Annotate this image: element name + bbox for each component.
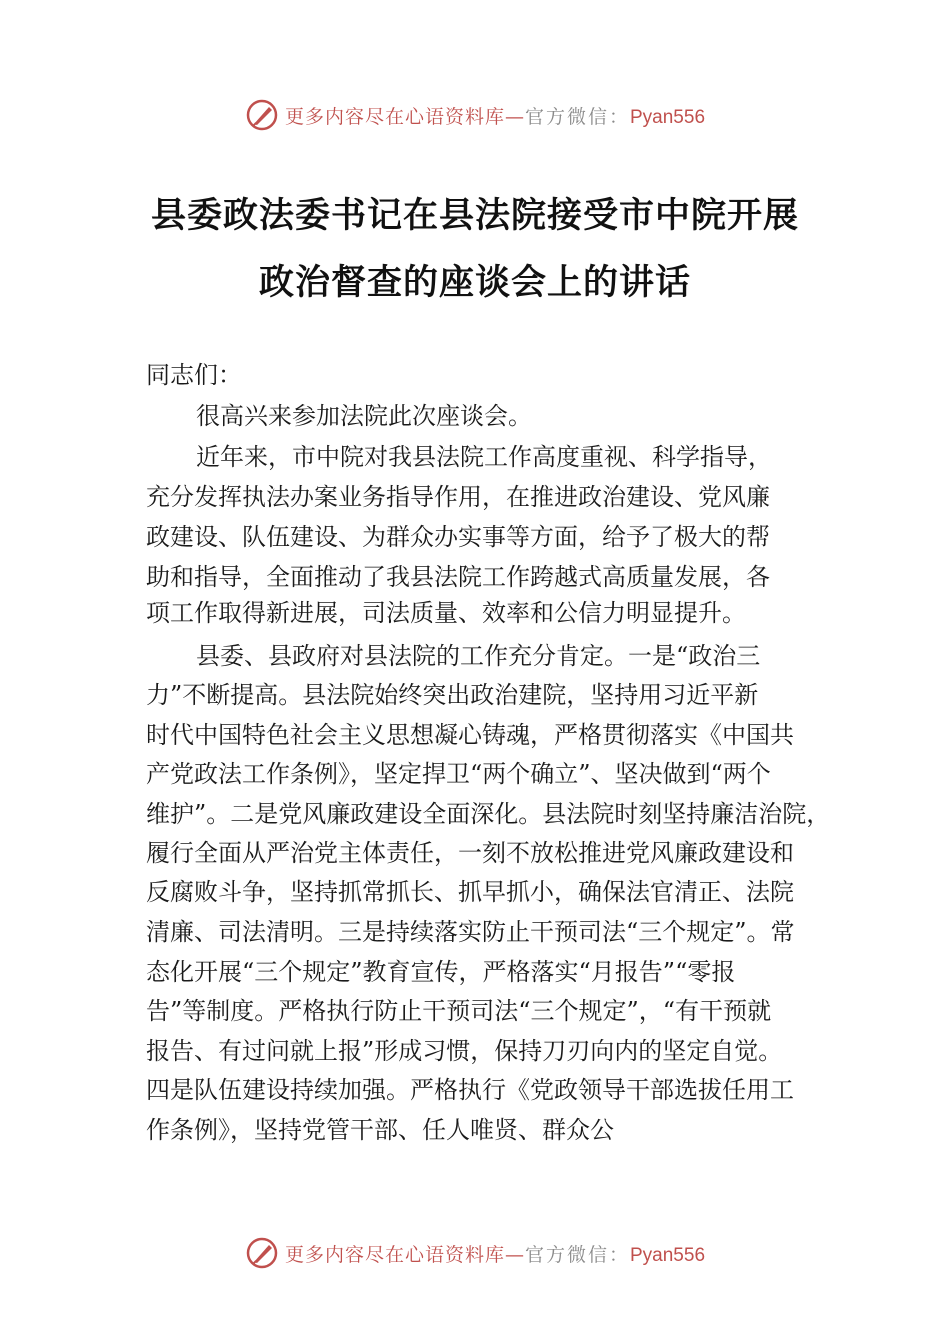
paragraph-line: 项工作取得新进展，司法质量、效率和公信力明显提升。 — [146, 599, 746, 627]
paragraph-line: 力”不断提高。县法院始终突出政治建院，坚持用习近平新 — [146, 681, 759, 709]
salutation: 同志们： — [146, 361, 242, 389]
paragraph-line: 助和指导，全面推动了我县法院工作跨越式高质量发展，各 — [146, 563, 770, 591]
paragraph-line: 很高兴来参加法院此次座谈会。 — [196, 402, 532, 430]
paragraph-line: 四是队伍建设持续加强。严格执行《党政领导干部选拔任用工 — [146, 1076, 794, 1104]
paragraph-line: 态化开展“三个规定”教育宣传，严格落实“月报告”“零报 — [146, 958, 736, 986]
paragraph-line: 时代中国特色社会主义思想凝心铸魂，严格贯彻落实《中国共 — [146, 721, 794, 749]
banner-dash: — — [504, 105, 525, 128]
paragraph-line: 告”等制度。严格执行防止干预司法“三个规定”，“有干预就 — [146, 997, 772, 1025]
paragraph-line: 政建设、队伍建设、为群众办实事等方面，给予了极大的帮 — [146, 523, 770, 551]
paragraph-line: 充分发挥执法办案业务指导作用，在推进政治建设、党风廉 — [146, 483, 770, 511]
banner-wechat-id: Pyan556 — [630, 106, 706, 128]
paragraph-line: 产党政法工作条例》，坚定捍卫“两个确立”、坚决做到“两个 — [146, 760, 771, 788]
banner-text — [285, 1240, 705, 1267]
paragraph-line: 报告、有过问就上报”形成习惯，保持刀刃向内的坚定自觉。 — [146, 1037, 783, 1065]
paragraph-line: 履行全面从严治党主体责任，一刻不放松推进党风廉政建设和 — [146, 839, 794, 867]
paragraph-line: 近年来，市中院对我县法院工作高度重视、科学指导， — [196, 443, 772, 471]
quill-logo-icon — [245, 98, 279, 132]
banner-main-text: 更多内容尽在心语资料库 — [284, 1243, 505, 1266]
document-title-line-2: 政治督查的座谈会上的讲话 — [258, 262, 691, 303]
paragraph-line: 反腐败斗争，坚持抓常抓长、抓早抓小，确保法官清正、法院 — [146, 878, 794, 906]
footer-banner — [0, 1233, 950, 1273]
document-title-line-1: 县委政法委书记在县法院接受市中院开展 — [150, 195, 799, 236]
banner-wechat-label: 官方微信： — [524, 105, 630, 128]
paragraph-line: 清廉、司法清明。三是持续落实防止干预司法“三个规定”。常 — [146, 918, 795, 946]
paragraph-line: 作条例》，坚持党管干部、任人唯贤、群众公 — [146, 1116, 614, 1144]
banner-wechat-id: Pyan556 — [630, 1244, 706, 1266]
banner-dash: — — [504, 1243, 525, 1266]
paragraph-line: 县委、县政府对县法院的工作充分肯定。一是“政治三 — [196, 642, 761, 670]
header-banner — [0, 95, 950, 135]
banner-main-text: 更多内容尽在心语资料库 — [284, 105, 505, 128]
banner-text — [285, 102, 705, 129]
paragraph-line: 维护”。二是党风廉政建设全面深化。县法院时刻坚持廉洁治院， — [146, 800, 831, 828]
banner-wechat-label: 官方微信： — [524, 1243, 630, 1266]
quill-logo-icon — [245, 1236, 279, 1270]
